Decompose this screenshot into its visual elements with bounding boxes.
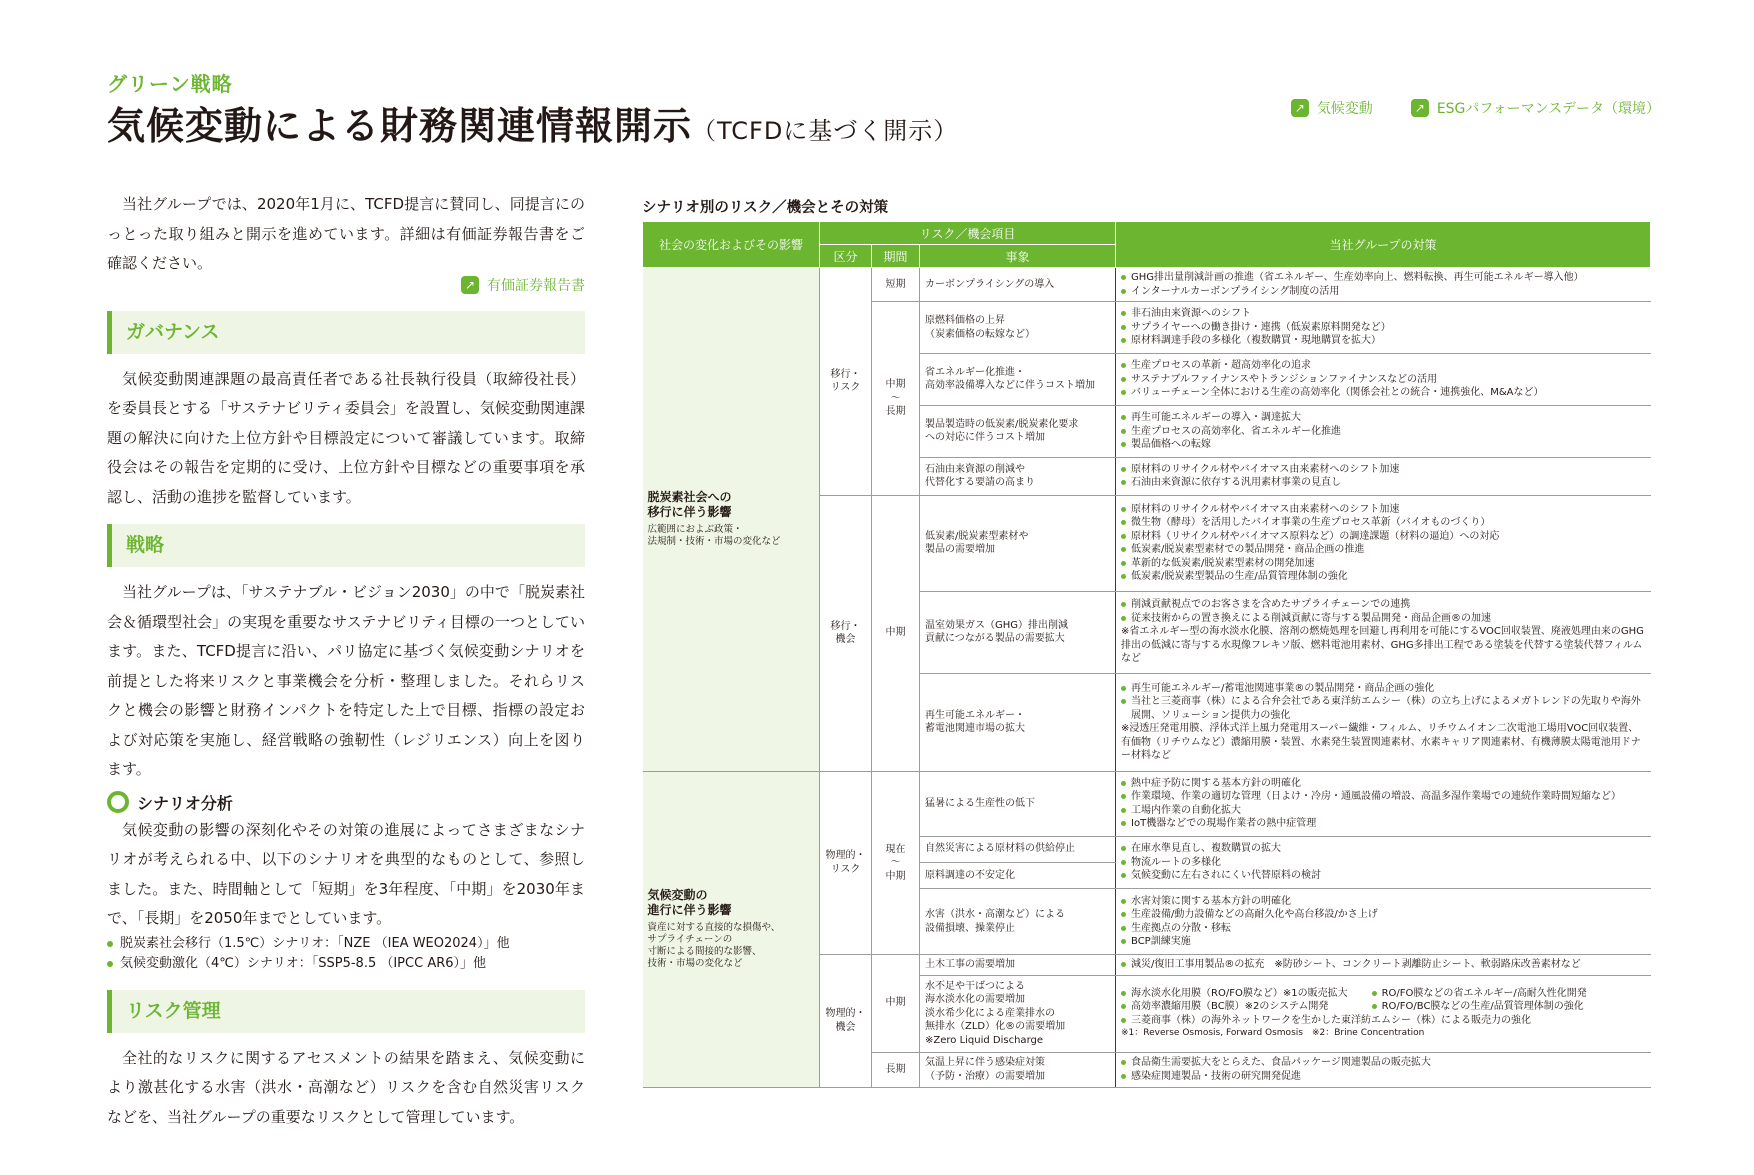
risk-heading: リスク管理: [107, 990, 585, 1033]
th-measures: 当社グループの対策: [1116, 222, 1651, 268]
kubun-cell: 物理的・ リスク: [820, 771, 872, 954]
measures-cell: [1116, 302, 1651, 354]
measure-item: 製品価格への転嫁: [1121, 438, 1646, 452]
scenario-heading-label: シナリオ分析: [137, 793, 233, 813]
group-title: 脱炭素社会への 移行に伴う影響: [647, 490, 732, 520]
strategy-text: 当社グループは、「サステナブル・ビジョン2030」の中で「脱炭素社会＆循環型社会」の実現を重要なサステナビリティ目標の一つとしています。また、TCFD提言に沿い、パリ協定に基づく気候変動シナリオを前提とした将来リスクと事業機会を分析・整理しました。それらリスクと機会の影響と財務インパクトを特定した上で目標、指標の設定および対応策を実施し、経営戦略の強靭性（レジリエンス）向上を図ります。: [107, 583, 585, 778]
group-cell: [643, 268, 820, 772]
measure-item: 物流ルートの多様化: [1121, 856, 1646, 870]
measure-note: ※浸透圧発電用膜、浮体式洋上風力発電用スーパー繊維・フィルム、リチウムイオン二次電池工場用VOC回収装置、有価物（リチウムなど）濃縮用膜・装置、水素発生装置関連素材、水素キャリア関連素材、有機薄膜太陽電池用ドナー材料など: [1121, 723, 1641, 762]
measures-cell: [1116, 458, 1651, 495]
governance-text: 気候変動関連課題の最高責任者である社長執行役員（取締役社長）を委員長とする「サステナビリティ委員会」を設置し、気候変動関連課題の解決に向けた上位方針や目標設定について審議しています。取締役会はその報告を定期的に受け、上位方針や目標などの重要事項を承認し、活動の進捗を監督しています。: [107, 369, 585, 506]
jikou-cell: 再生可能エネルギー・ 蓄電池関連市場の拡大: [920, 673, 1116, 771]
measure-item: 食品衛生需要拡大をとらえた、食品パッケージ関連製品の販売拡大: [1121, 1056, 1646, 1070]
measures-cell: [1116, 268, 1651, 302]
external-link-icon: ↗: [461, 276, 479, 294]
jikou-cell: カーボンプライシングの導入: [920, 268, 1116, 302]
measure-item: インターナルカーボンプライシング制度の活用: [1121, 285, 1646, 299]
measures-cell: [1116, 591, 1651, 673]
measure-item: 原材料（リサイクル材やバイオマス原料など）の調達課題（材料の逼迫）への対応: [1121, 530, 1646, 544]
measure-item: 高効率濃縮用膜（BC膜）※2のシステム開発: [1121, 1000, 1348, 1014]
jikou-cell: 猛暑による生産性の低下: [920, 771, 1116, 836]
measure-item: 非石油由来資源へのシフト: [1121, 307, 1646, 321]
measures-col-right: [1372, 987, 1587, 1014]
measures-cell: [1116, 405, 1651, 458]
group-desc: 資産に対する直接的な損傷や、 サプライチェーンの 寸断による間接的な影響、 技術・市場の変化など: [647, 922, 781, 970]
circle-bullet-icon: [107, 791, 129, 813]
jikou-cell: 原料調達の不安定化: [920, 862, 1116, 888]
top-links: [1291, 98, 1660, 118]
measure-item: 再生可能エネルギーの導入・調達拡大: [1121, 411, 1646, 425]
measure-item: 在庫水準見直し、複数購買の拡大: [1121, 842, 1646, 856]
link-esg-performance-label: ESGパフォーマンスデータ（環境）: [1436, 101, 1660, 117]
measures-cell: [1116, 954, 1651, 975]
measure-item: 水害対策に関する基本方針の明確化: [1121, 895, 1646, 909]
risk-text: 全社的なリスクに関するアセスメントの結果を踏まえ、気候変動により激甚化する水害（洪水・高潮など）リスクを含む自然災害リスクなどを、当社グループの重要なリスクとして管理しています。: [107, 1048, 585, 1126]
strategy-heading: 戦略: [107, 524, 585, 567]
measures-cell: [1116, 353, 1651, 405]
jikou-cell: 土木工事の需要増加: [920, 954, 1116, 975]
measure-item: 生産設備/動力設備などの高耐久化や高台移設/かさ上げ: [1121, 908, 1646, 922]
measure-item: 減災/復旧工事用製品®の拡充 ※防砂シート、コンクリート剥離防止シート、軟弱路床改善素材など: [1121, 958, 1646, 972]
measure-item: 低炭素/脱炭素型製品の生産/品質管理体制の強化: [1121, 570, 1646, 584]
table-title: シナリオ別のリスク／機会とその対策: [642, 200, 889, 216]
jikou-cell: 水害（洪水・高潮など）による 設備損壊、操業停止: [920, 889, 1116, 955]
measure-item: RO/FO/BC膜などの生産/品質管理体制の強化: [1372, 1000, 1587, 1014]
measures-cell: [1116, 771, 1651, 836]
scenario-table: [642, 221, 1651, 1088]
measure-item: 石油由来資源に依存する汎用素材事業の見直し: [1121, 476, 1646, 490]
th-society: 社会の変化およびその影響: [643, 222, 820, 268]
period-cell: 中期: [872, 954, 920, 1052]
kubun-cell: 物理的・ 機会: [820, 954, 872, 1087]
measure-note: ※1：Reverse Osmosis, Forward Osmosis ※2：Brine Concentration: [1121, 1028, 1425, 1039]
measures-cell: [1116, 673, 1651, 771]
link-securities-report[interactable]: [461, 275, 585, 295]
period-cell: 中期 〜 長期: [872, 302, 920, 495]
th-risk-opportunity: リスク／機会項目: [820, 222, 1116, 245]
measure-item: 熱中症予防に関する基本方針の明確化: [1121, 777, 1646, 791]
measures-cell: [1116, 836, 1651, 889]
measure-note: ※省エネルギー型の海水淡水化膜、溶剤の燃焼処理を回避し再利用を可能にするVOC回収装置、廃液処理由来のGHG排出の低減に寄与する水現像フレキソ版、燃料電池用素材、GHG多排出工程である塗装を代替する塗装代替フィルムなど: [1121, 626, 1644, 665]
jikou-cell: 原燃料価格の上昇 （炭素価格の転嫁など）: [920, 302, 1116, 354]
measure-item: 工場内作業の自動化拡大: [1121, 804, 1646, 818]
th-period: 期間: [872, 245, 920, 268]
measure-item: 生産プロセスの革新・超高効率化の追求: [1121, 359, 1646, 373]
measure-item: 気候変動に左右されにくい代替原料の検討: [1121, 869, 1646, 883]
measure-item: 生産拠点の分散・移転: [1121, 922, 1646, 936]
measure-item: 感染症関連製品・技術の研究開発促進: [1121, 1070, 1646, 1084]
kubun-cell: 移行・ 機会: [820, 495, 872, 771]
period-cell: 中期: [872, 495, 920, 771]
link-climate-change-label: 気候変動: [1316, 101, 1373, 117]
period-cell: 現在 〜 中期: [872, 771, 920, 954]
link-climate-change[interactable]: [1291, 98, 1373, 118]
title-sub: （TCFDに基づく開示）: [692, 117, 959, 145]
measures-cell: [1116, 975, 1651, 1052]
scenario-text: 気候変動の影響の深刻化やその対策の進展によってさまざまなシナリオが考えられる中、以下のシナリオを典型的なものとして、参照しました。また、時間軸として「短期」を3年程度、「中期」を2030年まで、「長期」を2050年までとしています。: [107, 820, 585, 927]
measure-item: RO/FO膜などの省エネルギー/高耐久性化開発: [1372, 987, 1587, 1001]
measure-item: 海水淡水化用膜（RO/FO膜など）※1の販売拡大: [1121, 987, 1348, 1001]
measure-item: バリューチェーン全体における生産の高効率化（関係会社との統合・連携強化、M&Aなど）: [1121, 386, 1646, 400]
measure-item: サステナブルファイナンスやトランジションファイナンスなどの活用: [1121, 373, 1646, 387]
scenario-bullet: 気候変動激化（4℃）シナリオ：「SSP5-8.5 （IPCC AR6）」他: [107, 954, 585, 974]
th-kubun: 区分: [820, 245, 872, 268]
measure-item: 原材料調達手段の多様化（複数購買・現地購買を拡大）: [1121, 334, 1646, 348]
measure-item: 生産プロセスの高効率化、省エネルギー化推進: [1121, 425, 1646, 439]
governance-heading: ガバナンス: [107, 311, 585, 354]
measure-item: 低炭素/脱炭素型素材での製品開発・商品企画の推進: [1121, 543, 1646, 557]
period-cell: 短期: [872, 268, 920, 302]
jikou-cell: 低炭素/脱炭素型素材や 製品の需要増加: [920, 495, 1116, 591]
jikou-cell: 温室効果ガス（GHG）排出削減 貢献につながる製品の需要拡大: [920, 591, 1116, 673]
scenario-bullet: 脱炭素社会移行（1.5℃）シナリオ：「NZE （IEA WEO2024）」他: [107, 934, 585, 954]
measures-col-left: [1121, 987, 1348, 1014]
measure-item: IoT機器などでの現場作業者の熱中症管理: [1121, 817, 1646, 831]
kubun-cell: 移行・ リスク: [820, 268, 872, 496]
external-link-icon: ↗: [1291, 99, 1309, 117]
measure-item: GHG排出量削減計画の推進（省エネルギー、生産効率向上、燃料転換、再生可能エネルギー導入他）: [1121, 271, 1646, 285]
measures-cell: [1116, 889, 1651, 955]
measures-cell: [1116, 495, 1651, 591]
period-cell: 長期: [872, 1052, 920, 1088]
measure-item: 当社と三菱商事（株）による合弁会社である東洋紡エムシー（株）の立ち上げによるメガトレンドの先取りや海外展開、ソリューション提供力の強化: [1121, 695, 1646, 722]
category-label: グリーン戦略: [107, 72, 233, 96]
measure-item: 微生物（酵母）を活用したバイオ事業の生産プロセス革新（バイオものづくり）: [1121, 516, 1646, 530]
jikou-cell: 気温上昇に伴う感染症対策 （予防・治療）の需要増加: [920, 1052, 1116, 1088]
measure-item: BCP訓練実施: [1121, 935, 1646, 949]
measures-cell: [1116, 1052, 1651, 1088]
measure-item: 三菱商事（株）の海外ネットワークを生かした東洋紡エムシー（株）による販売力の強化: [1121, 1014, 1646, 1028]
measure-item: サプライヤーへの働き掛け・連携（低炭素原料開発など）: [1121, 321, 1646, 335]
group-title: 気候変動の 進行に伴う影響: [647, 888, 732, 918]
measure-item: 革新的な低炭素/脱炭素型素材の開発加速: [1121, 557, 1646, 571]
measure-item: 原材料のリサイクル材やバイオマス由来素材へのシフト加速: [1121, 503, 1646, 517]
jikou-cell: 自然災害による原材料の供給停止: [920, 836, 1116, 862]
measure-item: 作業環境、作業の適切な管理（日よけ・冷房・通風設備の増設、高温多湿作業場での連続作業時間短縮など）: [1121, 790, 1646, 804]
jikou-cell: 石油由来資源の削減や 代替化する要請の高まり: [920, 458, 1116, 495]
measures-two-columns: [1121, 987, 1646, 1014]
measure-item: 原材料のリサイクル材やバイオマス由来素材へのシフト加速: [1121, 463, 1646, 477]
link-securities-report-label: 有価証券報告書: [487, 277, 585, 294]
group-cell: [643, 771, 820, 1087]
left-column: [107, 190, 585, 1132]
measure-item: 再生可能エネルギー/蓄電池関連事業®の製品開発・商品企画の強化: [1121, 682, 1646, 696]
group-desc: 広範囲におよぶ政策・ 法規制・技術・市場の変化など: [647, 524, 781, 548]
title-main: 気候変動による財務関連情報開示: [107, 104, 693, 148]
measure-item: 削減貢献視点でのお客さまを含めたサプライチェーンでの連携: [1121, 598, 1646, 612]
intro-text: 当社グループでは、2020年1月に、TCFD提言に賛同し、同提言にのっとった取り組みと開示を進めています。詳細は有価証券報告書をご確認ください。: [107, 195, 585, 272]
th-jikou: 事象: [920, 245, 1116, 268]
page-title: [107, 95, 958, 150]
jikou-cell: 製品製造時の低炭素/脱炭素化要求 への対応に伴うコスト増加: [920, 405, 1116, 458]
link-esg-performance[interactable]: [1411, 98, 1660, 118]
jikou-cell: 省エネルギー化推進・ 高効率設備導入などに伴うコスト増加: [920, 353, 1116, 405]
scenario-heading: [107, 791, 585, 814]
jikou-cell: 水不足や干ばつによる 海水淡水化の需要増加 淡水希少化による産業排水の 無排水（ZLD）化®の需要増加 ※Zero Liquid Discharge: [920, 975, 1116, 1052]
measure-item: 従来技術からの置き換えによる削減貢献に寄与する製品開発・商品企画®の加速: [1121, 612, 1646, 626]
external-link-icon: ↗: [1411, 99, 1429, 117]
